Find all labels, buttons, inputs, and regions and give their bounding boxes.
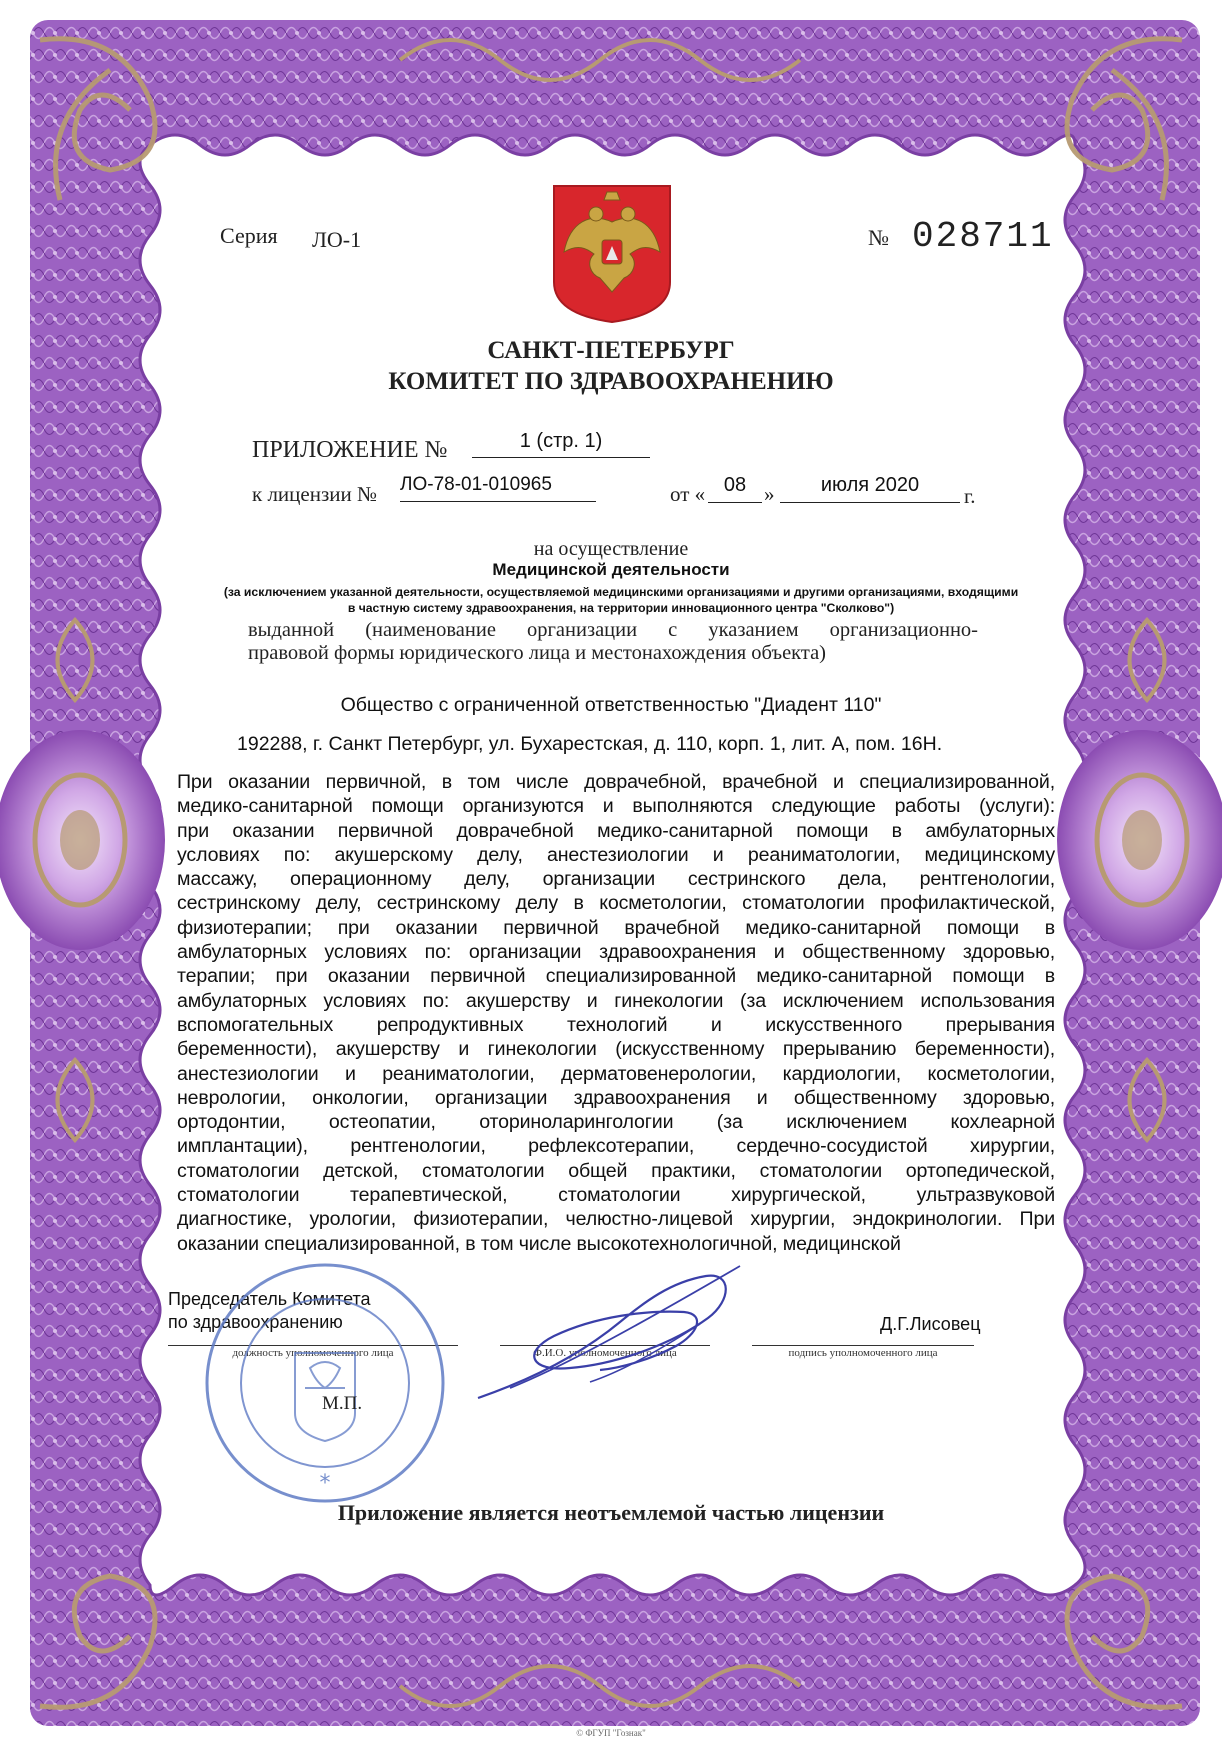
services-line: стоматологии терапевтической, стоматологии хирургической, ультразвуковой	[177, 1184, 1055, 1207]
committee-title: КОМИТЕТ ПО ЗДРАВООХРАНЕНИЮ	[388, 368, 834, 395]
activity-exception-line1: (за исключением указанной деятельности, осуществляемой медицинскими организациями и другими организациями, входящими	[223, 585, 1019, 599]
number-sign: №	[868, 225, 889, 250]
services-line: неврологии, онкологии, организации здравоохранения и общественному здоровью,	[177, 1086, 1055, 1109]
date-month-year-field: июля 2020	[780, 474, 960, 503]
annex-number-field: 1 (стр. 1)	[472, 430, 650, 458]
printer-imprint: © ФГУП "Гознак"	[576, 1728, 646, 1738]
services-description	[177, 770, 1055, 1256]
activity-exception-line2: в частную систему здравоохранения, на территории инновационного центра "Сколково")	[347, 601, 895, 615]
services-line: физиотерапии; при оказании первичной врачебной медико-санитарной помощи в	[177, 916, 1055, 939]
services-line: массажу, операционному делу, организации сестринского дела, рентгенологии,	[177, 868, 1055, 891]
services-line: При оказании первичной, в том числе доврачебной, врачебной и специализированной,	[177, 771, 1055, 793]
svg-text:*: *	[319, 1471, 331, 1496]
handwritten-signature	[470, 1260, 760, 1410]
services-line: анестезиологии и реаниматологии, дерматовенерологии, кардиологии, косметологии,	[177, 1062, 1055, 1085]
signer-position-line1: Председатель Комитета	[168, 1289, 371, 1309]
services-line: оказании специализированной, в том числе высокотехнологичной, медицинской	[177, 1232, 901, 1255]
city-title: САНКТ-ПЕТЕРБУРГ	[487, 337, 735, 364]
license-label: к лицензии №	[252, 482, 378, 506]
year-suffix: г.	[964, 484, 976, 508]
annex-label: ПРИЛОЖЕНИЕ №	[252, 437, 448, 463]
activity-for-label: на осуществление	[533, 538, 689, 560]
services-line: беременности), акушерству и гинекологии (искусственному прерыванию беременности),	[177, 1038, 1055, 1061]
russian-coat-of-arms-emblem	[550, 182, 674, 324]
services-line: сестринскому делу, сестринскому делу в косметологии, стоматологии профилактической,	[177, 892, 1055, 915]
activity-type: Медицинской деятельности	[492, 560, 730, 579]
services-line: диагностике, урологии, физиотерапии, челюстно-лицевой хирургии, эндокринологии. При	[177, 1208, 1055, 1231]
fio-caption: Ф.И.О. уполномоченного лица	[533, 1347, 677, 1359]
stamp-place-label: М.П.	[322, 1393, 363, 1414]
services-line: при оказании первичной доврачебной медико-санитарной помощи в амбулаторных	[177, 819, 1055, 842]
services-line: амбулаторных условиях по: организации здравоохранения и общественному здоровью,	[177, 941, 1055, 964]
services-line: имплантации), рентгенологии, рефлексотерапии, сердечно-сосудистой хирургии,	[177, 1135, 1055, 1158]
date-from-label: от «	[670, 482, 706, 506]
organization-name: Общество с ограниченной ответственностью "Диадент 110"	[340, 694, 882, 716]
issued-note-line2: правовой формы юридического лица и местонахождения объекта)	[248, 642, 827, 664]
position-caption: должность уполномоченного лица	[232, 1347, 394, 1359]
left-rosette-ornament	[0, 730, 165, 950]
sign-underline	[752, 1345, 974, 1346]
services-line: ортодонтии, остеопатии, оториноларингологии (за исключением кохлеарной	[177, 1111, 1055, 1134]
services-line: амбулаторных условиях по: акушерству и гинекологии (за исключением использования	[177, 989, 1055, 1012]
signer-position-line2: по здравоохранению	[168, 1312, 343, 1332]
right-rosette-ornament	[1057, 730, 1222, 950]
annex-integral-note: Приложение является неотъемлемой частью лицензии	[337, 1500, 885, 1525]
services-line: вспомогательных репродуктивных технологий и искусственного прерывания	[177, 1013, 1055, 1036]
services-line: стоматологии детской, стоматологии общей практики, стоматологии ортопедической,	[177, 1159, 1055, 1182]
official-seal-stamp	[200, 1258, 450, 1508]
series-value: ЛО-1	[312, 227, 362, 252]
services-line: условиях по: акушерскому делу, анестезиологии и реаниматологии, медицинскому	[177, 843, 1055, 866]
series-label: Серия	[220, 223, 278, 248]
sign-caption: подпись уполномоченного лица	[788, 1347, 938, 1359]
issued-note-line1: выданной (наименование организации с указанием организационно-	[248, 619, 978, 641]
services-line: терапии; при оказании первичной специализированной медико-санитарной помощи в	[177, 965, 1055, 988]
license-number-field: ЛО-78-01-010965	[400, 474, 596, 502]
date-close-quote: »	[764, 482, 775, 506]
license-number: 028711	[912, 216, 1054, 257]
organization-address: 192288, г. Санкт Петербург, ул. Бухарестская, д. 110, корп. 1, лит. А, пом. 16Н.	[237, 733, 943, 755]
signer-name: Д.Г.Лисовец	[880, 1314, 981, 1334]
services-line: медико-санитарной помощи организуются и выполняются следующие работы (услуги):	[177, 795, 1055, 818]
date-day-field: 08	[708, 474, 762, 503]
